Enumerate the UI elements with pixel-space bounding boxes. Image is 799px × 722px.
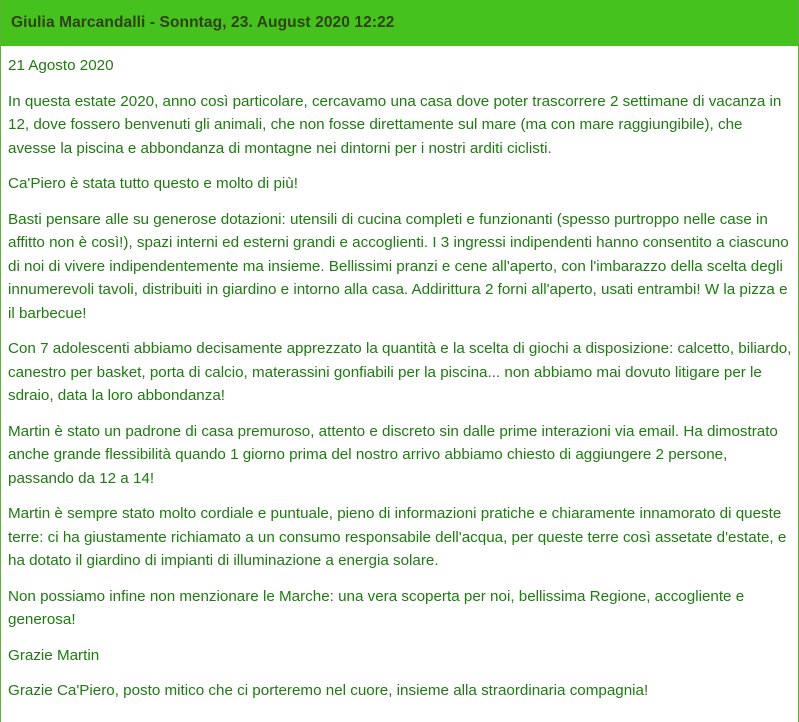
review-date: 21 Agosto 2020 [8,57,114,74]
entry-body [1,46,798,703]
review-paragraph: Basti pensare alle su generose dotazioni: utensili di cucina completi e funzionanti (spesso purtroppo nelle case in affitto non è così!), spazi interni ed esterni grandi e accoglienti. I 3 ingressi indipendenti hanno consentito a ciascuno di noi di vivere indipendentemente ma insieme. Bellissimi pranzi e cene all'aperto, con l'imbarazzo della scelta degli innumerevoli tavoli, distribuiti in giardino e intorno alla casa. Addirittura 2 forni all'aperto, usati entrambi! W la pizza e il barbecue! [8,210,789,322]
entry-header [1,0,798,46]
review-paragraph: Ca'Piero è stata tutto questo e molto di più! [8,175,298,192]
review-paragraph: Grazie Martin [8,646,100,664]
review-paragraph: Non possiamo infine non menzionare le Marche: una vera scoperta per noi, bellissima Regione, accogliente e generosa! [8,587,745,628]
review-paragraph: Martin è sempre stato molto cordiale e puntuale, pieno di informazioni pratiche e chiaramente innamorato di queste terre: ci ha giustamente richiamato a un consumo responsabile dell'acqua, per queste terre così assetate d'estate, e ha dotato il giardino di impianti di illuminazione a energia solare. [8,505,787,569]
review-paragraph: Con 7 adolescenti abbiamo decisamente apprezzato la quantità e la scelta di giochi a disposizione: calcetto, biliardo, canestro per basket, porta di calcio, materassini gonfiabili per la piscina... non abbiamo mai dovuto litigare per le sdraio, data la loro abbondanza! [8,340,792,404]
review-paragraph: Martin è stato un padrone di casa premuroso, attento e discreto sin dalle prime interazioni via email. Ha dimostrato anche grande flessibilità quando 1 giorno prima del nostro arrivo abbiamo chiesto di aggiungere 2 persone, passando da 12 a 14! [8,422,778,487]
review-paragraph: In questa estate 2020, anno così particolare, cercavamo una casa dove poter trascorrere 2 settimane di vacanza in 12, dove fossero benvenuti gli animali, che non fosse direttamente sul mare (ma con mare raggiungibile), che avesse la piscina e abbondanza di montagne nei dintorni per i nostri arditi ciclisti. [8,92,782,157]
entry-author-and-date: Giulia Marcandalli - Sonntag, 23. August 2020 12:22 [11,14,395,31]
review-paragraph: Grazie Ca'Piero, posto mitico che ci porteremo nel cuore, insieme alla straordinaria compagnia! [8,682,649,699]
